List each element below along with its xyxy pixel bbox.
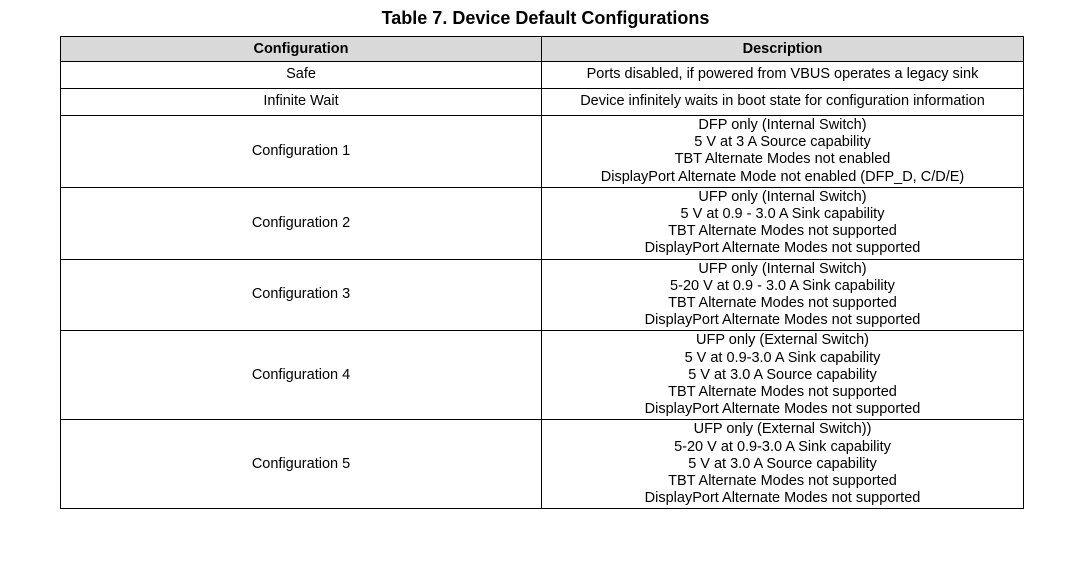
description-line: TBT Alternate Modes not supported — [668, 473, 897, 490]
device-configurations-table — [60, 36, 1024, 509]
description-line: TBT Alternate Modes not supported — [668, 223, 897, 240]
description-line: 5 V at 0.9-3.0 A Sink capability — [684, 349, 881, 366]
description-cell — [542, 259, 1024, 331]
table-row — [61, 62, 1024, 89]
description-line: 5 V at 3.0 A Source capability — [688, 455, 877, 472]
description-cell — [542, 331, 1024, 420]
description-line: Ports disabled, if powered from VBUS operates a legacy sink — [586, 66, 979, 83]
description-cell — [542, 420, 1024, 509]
description-line: DisplayPort Alternate Modes not supported — [644, 490, 921, 507]
table-row — [61, 89, 1024, 116]
description-line: UFP only (External Switch)) — [693, 421, 872, 438]
description-line: TBT Alternate Modes not supported — [668, 295, 897, 312]
description-line: TBT Alternate Modes not supported — [668, 384, 897, 401]
configuration-cell: Safe — [61, 62, 542, 89]
description-line: 5 V at 0.9 - 3.0 A Sink capability — [680, 206, 885, 223]
description-line: UFP only (Internal Switch) — [698, 260, 867, 277]
configuration-cell: Configuration 2 — [61, 187, 542, 259]
description-line: DFP only (Internal Switch) — [698, 117, 867, 133]
description-line: 5-20 V at 0.9-3.0 A Sink capability — [674, 438, 891, 455]
configuration-cell: Configuration 5 — [61, 420, 542, 509]
description-line: TBT Alternate Modes not enabled — [674, 151, 891, 168]
description-line: UFP only (Internal Switch) — [698, 188, 867, 205]
description-line: DisplayPort Alternate Mode not enabled (DFP_D, C/D/E) — [600, 168, 965, 185]
description-cell — [542, 187, 1024, 259]
header-configuration: Configuration — [61, 37, 542, 62]
description-line: DisplayPort Alternate Modes not supported — [644, 240, 921, 257]
description-line: DisplayPort Alternate Modes not supported — [644, 312, 921, 329]
description-line: 5 V at 3.0 A Source capability — [688, 366, 877, 383]
description-line: Device infinitely waits in boot state for configuration information — [580, 93, 985, 110]
table-row — [61, 420, 1024, 509]
configuration-cell: Configuration 4 — [61, 331, 542, 420]
description-cell — [542, 116, 1024, 188]
header-description: Description — [542, 37, 1024, 62]
configuration-cell: Configuration 1 — [61, 116, 542, 188]
table-row — [61, 116, 1024, 188]
configuration-cell: Configuration 3 — [61, 259, 542, 331]
description-line: DisplayPort Alternate Modes not supported — [644, 401, 921, 418]
table-row — [61, 187, 1024, 259]
description-line: UFP only (External Switch) — [696, 332, 869, 349]
description-line: 5 V at 3 A Source capability — [694, 134, 871, 151]
table-body — [61, 62, 1024, 509]
table-row — [61, 259, 1024, 331]
table-row — [61, 331, 1024, 420]
header-row — [61, 37, 1024, 62]
description-cell — [542, 62, 1024, 89]
configuration-cell: Infinite Wait — [61, 89, 542, 116]
description-cell — [542, 89, 1024, 116]
table-caption: Table 7. Device Default Configurations — [381, 8, 710, 28]
description-line: 5-20 V at 0.9 - 3.0 A Sink capability — [670, 277, 895, 294]
